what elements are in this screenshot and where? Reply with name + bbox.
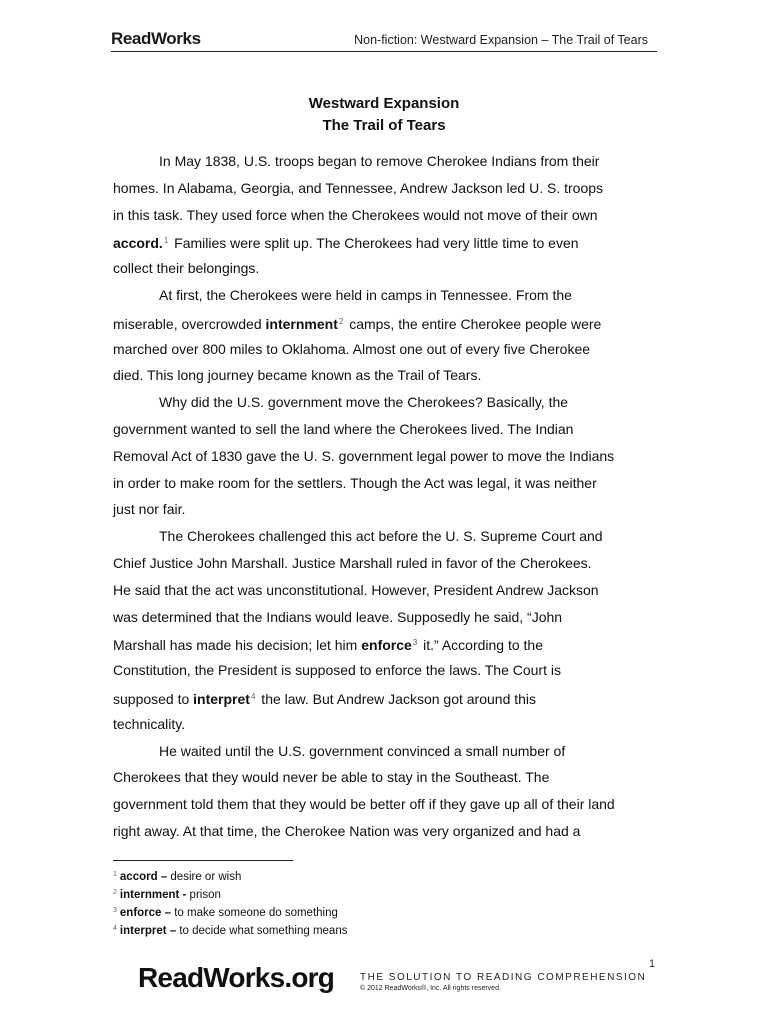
text-run: supposed to [113,690,194,707]
text-run: just nor fair. [113,501,186,518]
text-run: Chief Justice John Marshall. Justice Marshall ruled in favor of the Cherokees. [113,554,592,571]
footnote-item [113,903,347,921]
text-run: miserable, overcrowded [113,315,266,332]
body-line [113,738,643,765]
text-run: Why did the U.S. government move the Cherokees? Basically, the [159,394,569,411]
text-run: homes. In Alabama, Georgia, and Tennessee, Andrew Jackson led U. S. troops [113,179,604,196]
vocab-term: enforce [361,637,412,654]
footnote-item [113,867,347,885]
body-line [113,764,643,791]
footnote-marker: 1 [163,236,169,246]
body-line [113,657,643,684]
footer-logo[interactable]: ReadWorks.org [138,962,335,993]
body-line [113,175,643,202]
footnote-term: enforce – [119,907,172,919]
footnote-marker: 4 [250,691,256,701]
body-line [113,604,643,631]
footnote-definition: to decide what something means [176,925,348,937]
body-line [113,470,643,497]
document-title-line-1: Westward Expansion [308,95,460,112]
vocab-term: accord. [113,235,163,252]
body-line [113,523,643,550]
footnotes [113,867,347,939]
footnote-term: internment - [119,889,187,901]
page-number: 1 [649,958,656,970]
text-run: marched over 800 miles to Oklahoma. Almost one out of every five Cherokee [113,340,591,357]
body-line [113,202,643,229]
text-run: government told them that they would be better off if they gave up all of their land [113,796,615,813]
body-line [113,711,643,738]
text-run: technicality. [113,715,186,732]
footnote-divider [113,860,293,861]
body-line [113,282,643,309]
footnote-marker: 3 [412,638,418,648]
footnote-item [113,885,347,903]
vocab-term: internment [265,315,338,332]
article-body [113,148,643,845]
text-run: Families were split up. The Cherokees had very little time to even [170,235,579,252]
text-run: He waited until the U.S. government convinced a small number of [159,742,566,759]
text-run: it.” According to the [419,637,543,654]
document-title-line-2: The Trail of Tears [322,117,446,134]
body-line [113,389,643,416]
body-line [113,309,643,336]
header-title: Non-fiction: Westward Expansion – The Trail of Tears [354,33,648,47]
body-line [113,496,643,523]
footnote-number: 2 [113,889,117,896]
text-run: In May 1838, U.S. troops began to remove Cherokee Indians from their [159,153,600,169]
text-run: right away. At that time, the Cherokee Nation was very organized and had a [113,822,581,839]
text-run: Removal Act of 1830 gave the U. S. government legal power to move the Indians [113,447,615,464]
body-line [113,791,643,818]
body-line [113,148,643,175]
text-run: government wanted to sell the land where the Cherokees lived. The Indian [113,420,574,437]
text-run: died. This long journey became known as the Trail of Tears. [113,367,482,384]
text-run: was determined that the Indians would leave. Supposedly he said, “John [113,608,563,625]
vocab-term: interpret [193,690,250,707]
footnote-definition: to make someone do something [171,907,338,919]
footnote-definition: prison [186,889,221,901]
footnote-definition: desire or wish [167,871,242,883]
footnote-number: 3 [113,907,117,914]
body-line [113,443,643,470]
header-logo: ReadWorks [111,29,201,48]
text-run: The Cherokees challenged this act before the U. S. Supreme Court and [159,528,603,545]
body-line [113,550,643,577]
header-divider [111,51,657,52]
text-run: At first, the Cherokees were held in camps in Tennessee. From the [159,286,572,303]
footnote-term: interpret – [119,925,177,937]
text-run: Marshall has made his decision; let him [113,637,362,654]
footnote-marker: 2 [338,316,344,326]
footnote-number: 4 [113,925,117,932]
body-line [113,228,643,255]
footer-tagline: THE SOLUTION TO READING COMPREHENSION [360,972,647,983]
text-run: Constitution, the President is supposed to enforce the laws. The Court is [113,662,561,679]
text-run: collect their belongings. [113,260,260,277]
footnote-term: accord – [119,871,168,883]
footnote-item [113,921,347,939]
body-line [113,362,643,389]
footer-copyright: © 2012 ReadWorks®, Inc. All rights reserved. [360,985,501,992]
text-run: in order to make room for the settlers. Though the Act was legal, it was neither [113,474,597,491]
text-run: camps, the entire Cherokee people were [345,315,602,332]
body-line [113,577,643,604]
body-line [113,630,643,657]
body-line [113,336,643,363]
text-run: in this task. They used force when the Cherokees would not move of their own [113,206,598,223]
body-line [113,416,643,443]
body-line [113,684,643,711]
text-run: Cherokees that they would never be able to stay in the Southeast. The [113,769,550,786]
text-run: the law. But Andrew Jackson got around this [257,690,537,707]
text-run: He said that the act was unconstitutional. However, President Andrew Jackson [113,581,599,598]
body-line [113,255,643,282]
body-line [113,818,643,845]
footnote-number: 1 [113,871,117,878]
